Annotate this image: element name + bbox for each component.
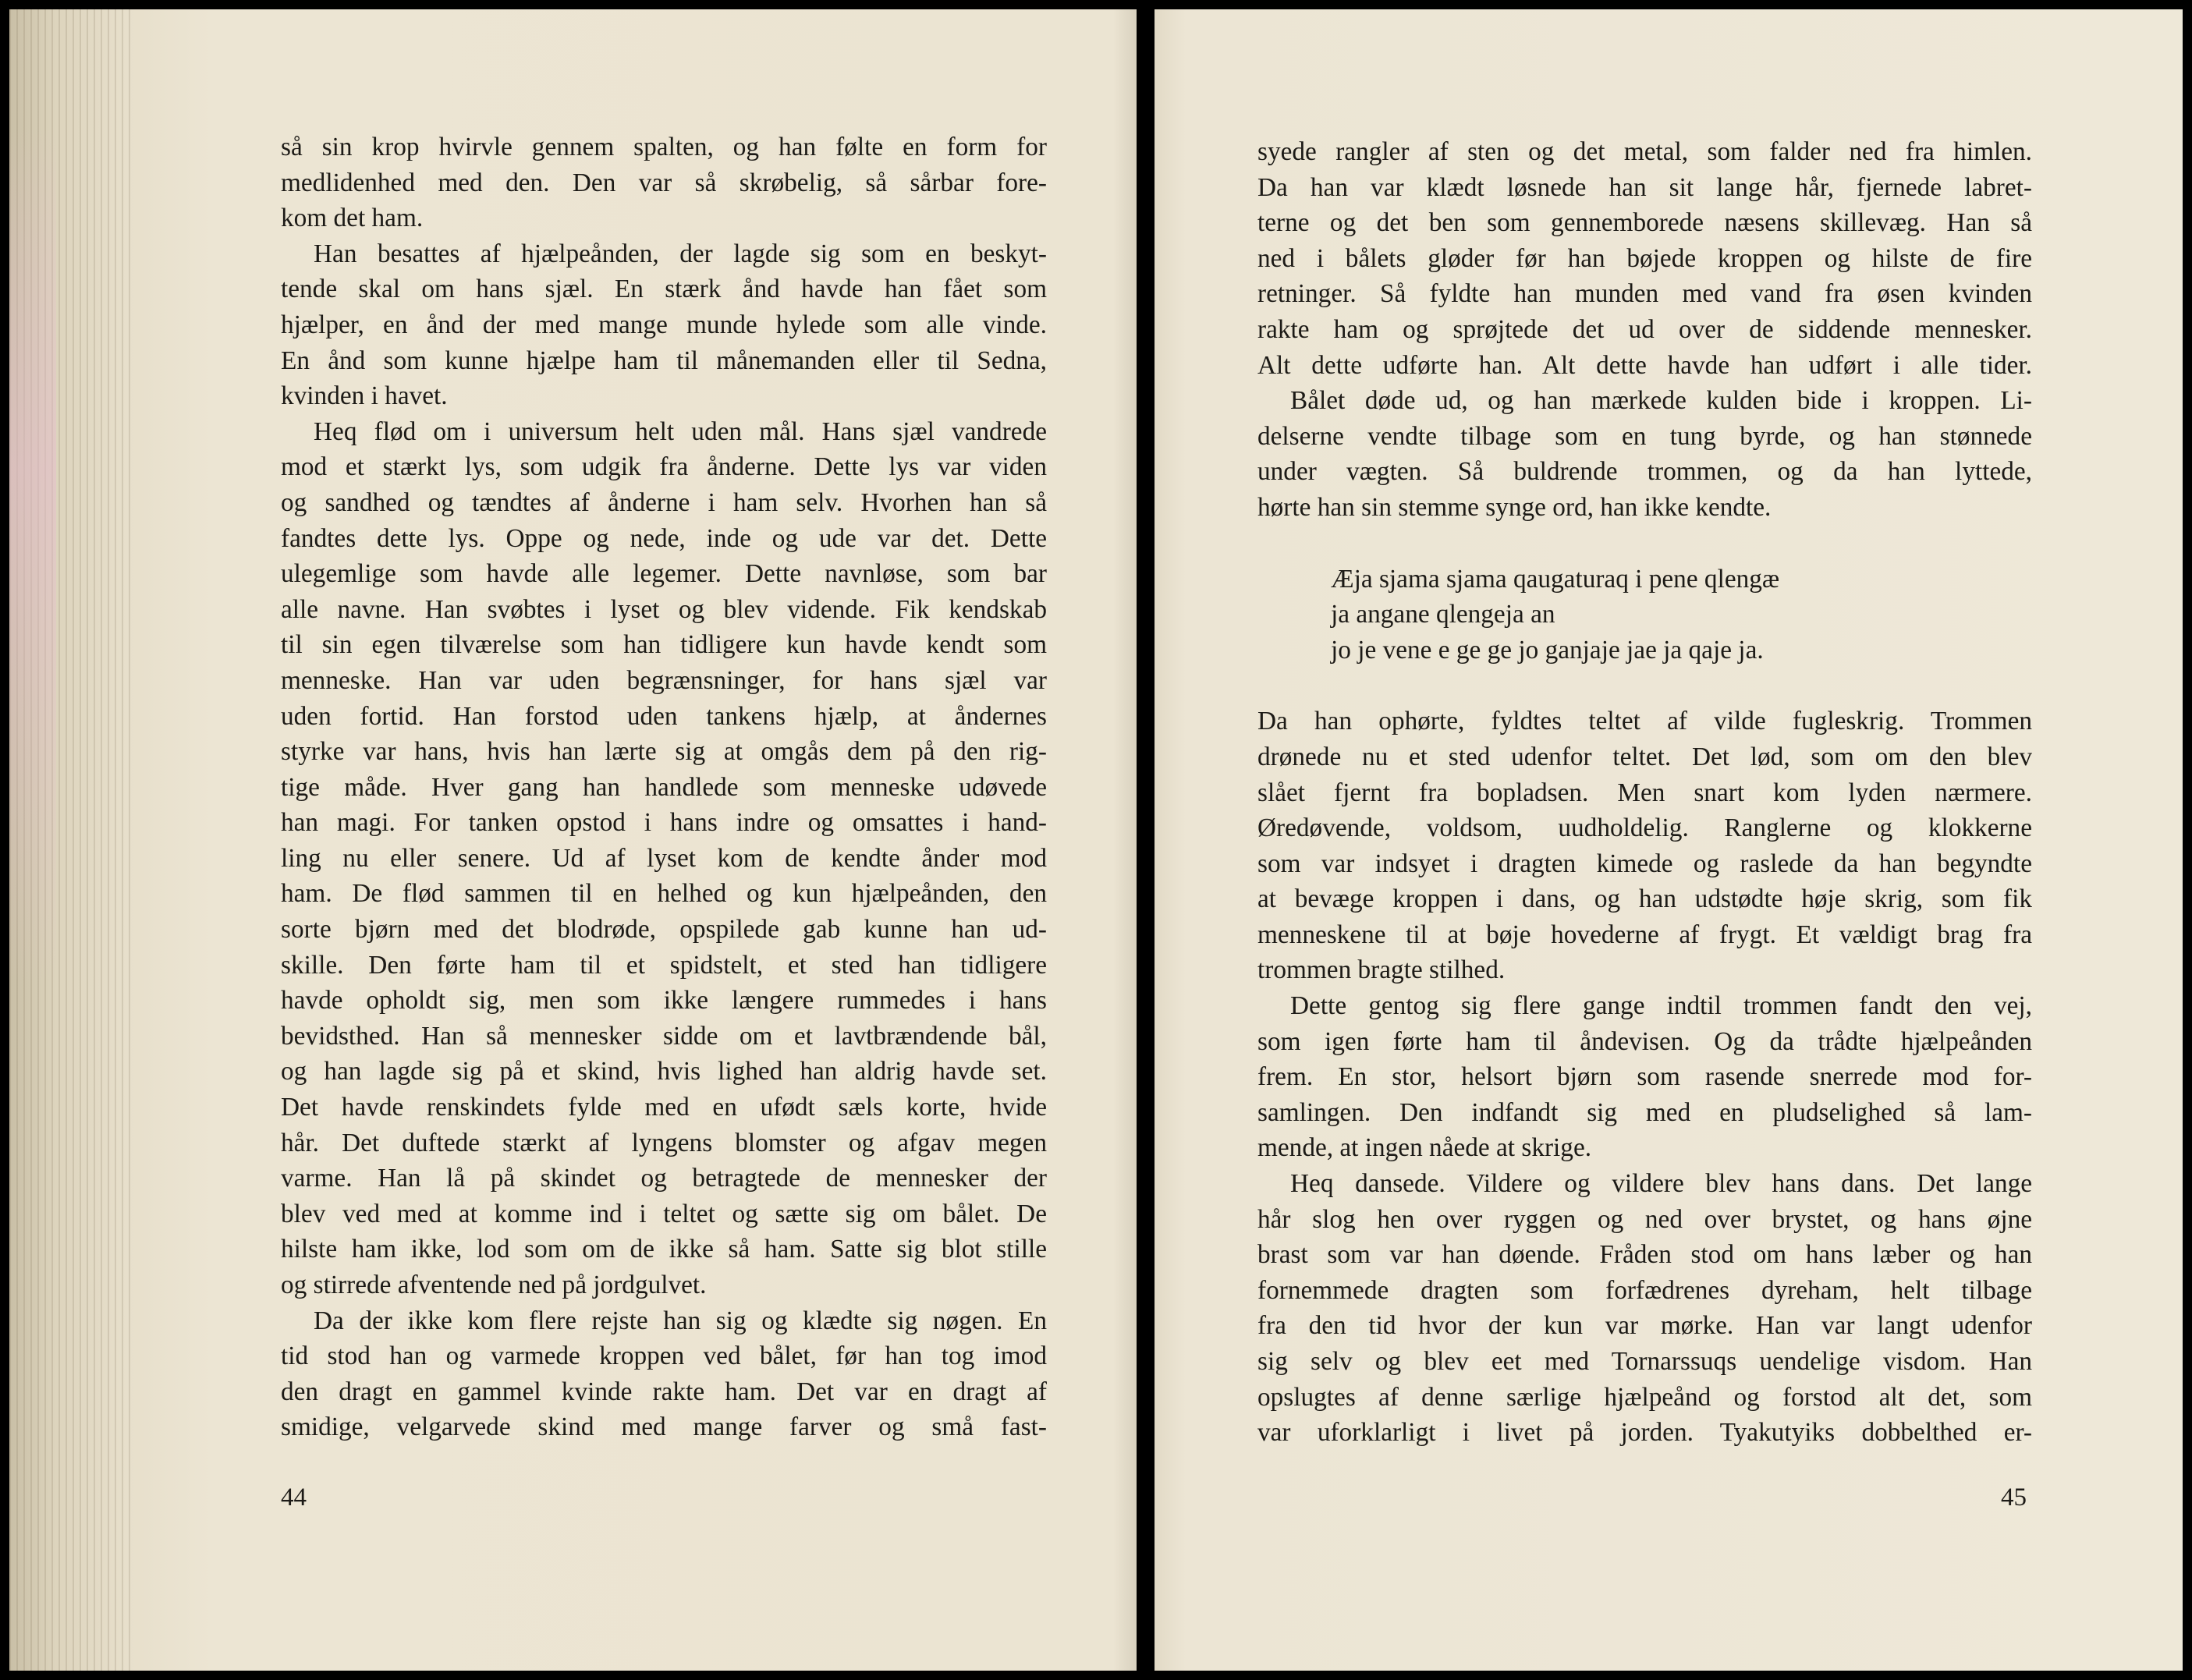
text-line: Bålet døde ud, og han mærkede kulden bide i kroppen. Li- [1290,386,2032,416]
text-line: tid stod han og varmede kroppen ved bålet, før han tog imod [281,1342,1047,1371]
text-line: fornemmede dragten som forfædrenes dyreham, helt tilbage [1257,1275,2032,1305]
text-line: mod et stærkt lys, som udgik fra ånderne. Dette lys var viden [281,452,1047,482]
text-line: bevidsthed. Han så mennesker sidde om et lavtbrændende bål, [281,1021,1047,1051]
text-line: Han besattes af hjælpeånden, der lagde sig som en beskyt- [314,239,1047,268]
text-line: alle navne. Han svøbtes i lyset og blev vidende. Fik kendskab [281,594,1047,624]
text-line: drønede nu et sted udenfor teltet. Det lød, som om den blev [1257,742,2032,771]
verse-line: ja angane qlengeja an [1331,600,1555,629]
text-line: delserne vendte tilbage som en tung byrde, og han stønnede [1257,421,2032,451]
text-line: Alt dette udførte han. Alt dette havde han udført i alle tider. [1257,350,2032,380]
text-line: samlingen. Den indfandt sig med en pludselighed så lam- [1257,1097,2032,1127]
right-page-paragraphs-after-verse [1257,704,2032,1450]
text-line: at bevæge kroppen i dans, og han udstødte høje skrig, som fik [1257,884,2032,914]
text-line: den dragt en gammel kvinde rakte ham. Det var en dragt af [281,1377,1047,1406]
left-page [9,9,1137,1671]
text-line: ham. De flød sammen til en helhed og kun hjælpeånden, den [281,879,1047,909]
text-line: Heq flød om i universum helt uden mål. Hans sjæl vandrede [314,416,1047,446]
right-page-body [1257,134,2032,1451]
text-line: Da han ophørte, fyldtes teltet af vilde fugleskrig. Trommen [1257,707,2032,736]
text-line: slået fjernt fra bopladsen. Men snart kom lyden nærmere. [1257,778,2032,807]
right-page [1155,9,2183,1671]
song-verse [1331,562,2032,668]
text-line: brast som var han døende. Fråden stod om hans læber og han [1257,1240,2032,1270]
text-line: som var indsyet i dragten kimede og raslede da han begyndte [1257,849,2032,878]
left-page-number: 44 [281,1483,307,1512]
text-line: Da han var klædt løsnede han sit lange hår, fjernede labret- [1257,172,2032,202]
text-line: han magi. For tanken opstod i hans indre og omsattes i hand- [281,808,1047,838]
text-line: smidige, velgarvede skind med mange farver og små fast- [281,1412,1047,1442]
text-line: trommen bragte stilhed. [1257,955,1506,985]
right-page-paragraphs-before-verse [1257,134,2032,526]
text-line: sorte bjørn med det blodrøde, opspilede gab kunne han ud- [281,915,1047,945]
text-line: hår. Det duftede stærkt af lyngens blomster og afgav megen [281,1128,1047,1157]
text-line: uden fortid. Han forstod uden tankens hjælp, at åndernes [281,701,1047,731]
text-line: styrke var hans, hvis han lærte sig at omgås dem på den rig- [281,737,1047,767]
text-line: så sin krop hvirvle gennem spalten, og han følte en form for [281,133,1047,161]
text-line: Dette gentog sig flere gange indtil trommen fandt den vej, [1290,991,2032,1021]
right-page-number: 45 [2001,1483,2027,1512]
text-line: havde opholdt sig, men som ikke længere rummedes i hans [281,986,1047,1015]
text-line: hjælper, en ånd der med mange munde hylede som alle vinde. [281,310,1047,339]
verse-line: jo je vene e ge ge jo ganjaje jae ja qaje ja. [1331,635,1764,665]
text-line: til sin egen tilværelse som han tidligere kun havde kendt som [281,630,1047,660]
verse-line: Æja sjama sjama qaugaturaq i pene qlengæ [1331,564,1780,594]
text-line: syede rangler af sten og det metal, som falder ned fra himlen. [1257,137,2032,166]
text-line: fra den tid hvor der kun var mørke. Han var langt udenfor [1257,1311,2032,1341]
text-line: tende skal om hans sjæl. En stærk ånd havde han fået som [281,275,1047,304]
text-line: En ånd som kunne hjælpe ham til månemanden eller til Sedna, [281,346,1047,375]
left-page-body [281,129,1047,1445]
text-line: kom det ham. [281,204,424,233]
text-line: og han lagde sig på et skind, hvis lighed han aldrig havde set. [281,1057,1047,1086]
text-line: mende, at ingen nåede at skrige. [1257,1133,1592,1163]
text-line: frem. En stor, helsort bjørn som rasende snerrede mod for- [1257,1062,2032,1092]
text-line: blev ved med at komme ind i teltet og sætte sig om bålet. De [281,1199,1047,1228]
text-line: Heq dansede. Vildere og vildere blev hans dans. Det lange [1290,1169,2032,1199]
page-edge-discoloration [9,126,56,984]
text-line: under vægten. Så buldrende trommen, og da han lyttede, [1257,457,2032,487]
text-line: varme. Han lå på skindet og betragtede de mennesker der [281,1164,1047,1193]
text-line: terne og det ben som gennemborede næsens skillevæg. Han så [1257,208,2032,238]
text-line: og stirrede afventende ned på jordgulvet. [281,1271,707,1299]
text-line: sig selv og blev eet med Tornarssuqs uendelige visdom. Han [1257,1347,2032,1376]
text-line: skille. Den førte ham til et spidstelt, et sted han tidligere [281,950,1047,980]
gutter-shadow [1113,9,1137,1671]
text-line: Øredøvende, voldsom, uudholdelig. Ranglerne og klokkerne [1257,813,2032,843]
text-line: og sandhed og tændtes af ånderne i ham selv. Hvorhen han så [281,487,1047,517]
text-line: ling nu eller senere. Ud af lyset kom de kendte ånder mod [281,843,1047,873]
text-line: ulegemlige som havde alle legemer. Dette navnløse, som bar [281,559,1047,589]
text-line: tige måde. Hver gang han handlede som menneske udøvede [281,772,1047,802]
text-line: hår slog hen over ryggen og ned over brystet, og hans øjne [1257,1204,2032,1234]
text-line: medlidenhed med den. Den var så skrøbelig, så sårbar fore- [281,168,1047,197]
text-line: opslugtes af denne særlige hjælpeånd og forstod alt det, som [1257,1382,2032,1412]
text-line: kvinden i havet. [281,381,448,411]
text-line: hørte han sin stemme synge ord, han ikke kendte. [1257,492,1772,522]
text-line: fandtes dette lys. Oppe og nede, inde og ude var det. Dette [281,523,1047,553]
text-line: menneske. Han var uden begrænsninger, for hans sjæl var [281,665,1047,695]
text-line: var uforklarligt i livet på jorden. Tyakutyiks dobbelthed er- [1257,1418,2032,1448]
text-line: hilste ham ikke, lod som om de ikke så ham. Satte sig blot stille [281,1235,1047,1264]
text-line: rakte ham og sprøjtede det ud over de siddende mennesker. [1257,314,2032,344]
text-line: retninger. Så fyldte han munden med vand fra øsen kvinden [1257,279,2032,309]
text-line: Det havde renskindets fylde med en ufødt sæls korte, hvide [281,1093,1047,1122]
text-line: menneskene til at bøje hovederne af frygt. Et vældigt brag fra [1257,920,2032,949]
text-line: som igen førte ham til åndevisen. Og da trådte hjælpeånden [1257,1026,2032,1056]
text-line: ned i bålets gløder før han bøjede kroppen og hilste de fire [1257,243,2032,273]
text-line: Da der ikke kom flere rejste han sig og klædte sig nøgen. En [314,1306,1047,1335]
